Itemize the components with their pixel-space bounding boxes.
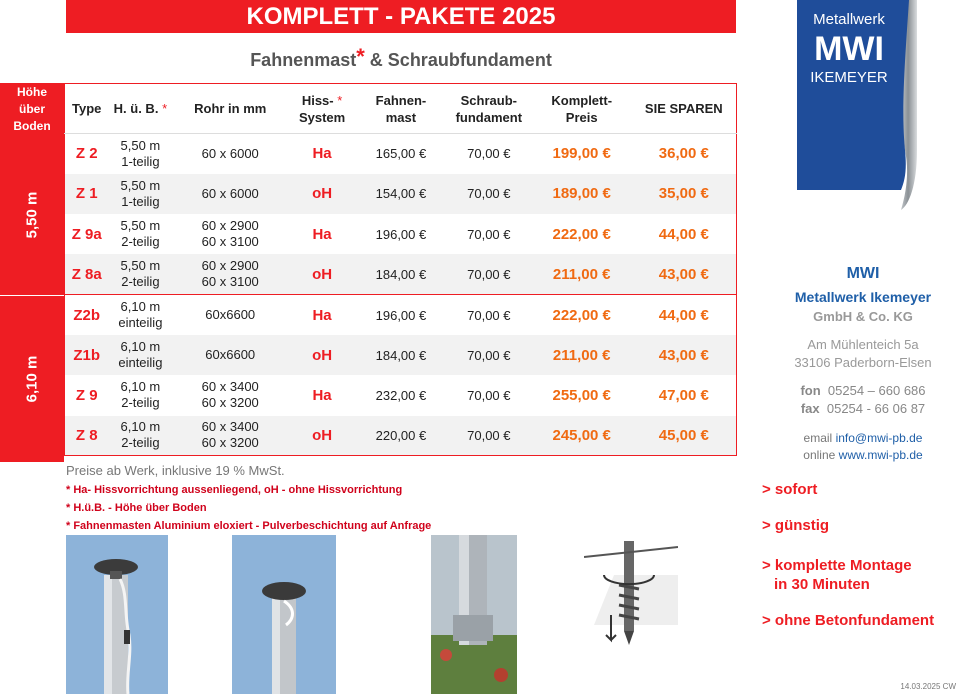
- rohr-2: 60 x 3100: [201, 274, 259, 290]
- fax-label: fax: [800, 401, 820, 416]
- cell-hub: [108, 254, 172, 294]
- hub-parts: einteilig: [118, 315, 163, 331]
- col-hiss: [288, 84, 356, 134]
- col-hub: [108, 84, 172, 134]
- company-form: GmbH & Co. KG: [813, 309, 913, 324]
- cell-type: Z 8: [65, 416, 109, 456]
- benefit-sofort: > sofort: [762, 481, 818, 498]
- cell-komplett: 255,00 €: [552, 386, 611, 404]
- cell-spar: 44,00 €: [658, 306, 709, 324]
- hub-parts: 2-teilig: [121, 274, 160, 290]
- cell-rohr: [172, 335, 288, 375]
- fon-label: fon: [800, 383, 821, 398]
- col-hiss-l1: Hiss-: [301, 92, 334, 108]
- col-schraub-l2: fundament: [455, 109, 523, 125]
- table-header-row: [65, 84, 737, 134]
- subtitle-rest: & Schraubfundament: [369, 50, 552, 70]
- company-short: MWI: [846, 265, 880, 282]
- hub-parts: 2-teilig: [121, 395, 160, 411]
- hub-height: 6,10 m: [120, 339, 161, 355]
- cell-komplett: 245,00 €: [532, 416, 632, 456]
- cell-spar: 45,00 €: [632, 416, 737, 456]
- cell-rohr: [172, 174, 288, 214]
- cell-hub: [108, 335, 172, 375]
- col-fahn-l1: Fahnen-: [375, 92, 427, 108]
- rohr-1: 60x6600: [205, 347, 256, 363]
- table-row: [65, 134, 737, 174]
- title-banner: [66, 0, 736, 33]
- cell-hub: [108, 375, 172, 415]
- side-head-line-2: über: [18, 102, 45, 116]
- table-row: [65, 335, 737, 375]
- logo-text-3: IKEMEYER: [810, 69, 888, 86]
- rohr-2: 60 x 3200: [201, 435, 259, 451]
- side-head-line-3: Boden: [13, 119, 51, 133]
- rohr-1: 60 x 2900: [201, 218, 259, 234]
- hub-height: 6,10 m: [120, 379, 161, 395]
- note-price: Preise ab Werk, inklusive 19 % MwSt.: [66, 463, 285, 478]
- date-stamp: 14.03.2025 CW: [900, 682, 956, 691]
- col-hub-star: *: [162, 101, 168, 116]
- cell-komplett: 211,00 €: [532, 254, 632, 294]
- table-row: [65, 174, 737, 214]
- cell-hub: [108, 295, 172, 335]
- cell-schraub: 70,00 €: [446, 416, 532, 456]
- cell-spar: 44,00 €: [658, 225, 709, 243]
- photo-foundation: [431, 535, 517, 694]
- logo-text-1: Metallwerk: [813, 11, 885, 28]
- hub-parts: 1-teilig: [121, 153, 160, 169]
- cell-komplett: 222,00 €: [552, 225, 611, 243]
- cell-type: Z1b: [65, 335, 109, 375]
- photo-mast-top: [232, 535, 336, 694]
- col-fahnenmast: [356, 84, 446, 134]
- cell-spar: 43,00 €: [632, 335, 737, 375]
- col-spar: SIE SPAREN: [632, 84, 737, 134]
- subtitle-main: Fahnenmast: [250, 50, 357, 70]
- cell-fahnenmast: 196,00 €: [375, 226, 427, 242]
- cell-type: Z 1: [65, 174, 109, 214]
- company-full: Metallwerk Ikemeyer: [794, 289, 932, 305]
- cell-rohr: [172, 214, 288, 254]
- cell-rohr: [172, 134, 288, 174]
- cell-fahnenmast: 220,00 €: [356, 416, 446, 456]
- cell-system: oH: [288, 254, 356, 294]
- cell-schraub: 70,00 €: [467, 307, 511, 323]
- cell-spar: 36,00 €: [658, 145, 709, 163]
- company-info: [758, 265, 960, 464]
- benefit-beton: > ohne Betonfundament: [762, 612, 935, 629]
- company-address: [758, 336, 960, 372]
- cell-schraub: 70,00 €: [467, 146, 511, 162]
- cell-spar: 35,00 €: [632, 174, 737, 214]
- table-row: [65, 295, 737, 335]
- hub-parts: 2-teilig: [121, 435, 160, 451]
- hub-height: 6,10 m: [120, 419, 161, 435]
- height-label-610: 6,10 m: [23, 355, 41, 403]
- email-label: email: [803, 431, 833, 445]
- email-link[interactable]: info@mwi-pb.de: [835, 431, 923, 445]
- cell-system: Ha: [312, 225, 332, 243]
- cell-komplett: 189,00 €: [532, 174, 632, 214]
- hub-height: 5,50 m: [120, 137, 161, 153]
- cell-hub: [108, 174, 172, 214]
- photo-screw-foundation-diagram: [584, 535, 678, 660]
- col-schraub-l1: Schraub-: [460, 92, 517, 108]
- rohr-1: 60 x 2900: [201, 258, 259, 274]
- cell-rohr: [172, 295, 288, 335]
- cell-type: Z 9a: [71, 225, 102, 243]
- cell-rohr: [172, 254, 288, 294]
- city: 33106 Paderborn-Elsen: [794, 355, 932, 370]
- mwi-logo: [797, 0, 917, 210]
- table-row: [65, 254, 737, 294]
- cell-fahnenmast: 165,00 €: [375, 146, 427, 162]
- cell-system: oH: [288, 416, 356, 456]
- rohr-1: 60 x 3400: [201, 379, 259, 395]
- rohr-1: 60 x 3400: [201, 419, 259, 435]
- cell-fahnenmast: 196,00 €: [375, 307, 427, 323]
- cell-hub: [108, 214, 172, 254]
- cell-type: Z2b: [73, 306, 101, 324]
- cell-hub: [108, 416, 172, 456]
- col-hiss-l2: System: [298, 109, 346, 125]
- hub-parts: 1-teilig: [121, 193, 160, 209]
- note-material: * Fahnenmasten Aluminium eloxiert - Pulverbeschichtung auf Anfrage: [66, 520, 432, 532]
- cell-hub: [108, 134, 172, 174]
- cell-fahnenmast: 184,00 €: [356, 254, 446, 294]
- height-label-550: 5,50 m: [23, 191, 41, 239]
- cell-system: Ha: [312, 145, 332, 163]
- benefit-montage-time: in 30 Minuten: [774, 576, 870, 593]
- price-table: [64, 83, 737, 456]
- subtitle: [66, 44, 736, 71]
- col-hub-label: H. ü. B.: [113, 101, 159, 116]
- rohr-1: 60 x 6000: [201, 145, 259, 161]
- rohr-2: 60 x 3100: [201, 234, 259, 250]
- benefit-montage: > komplette Montage: [762, 557, 912, 574]
- street: Am Mühlenteich 5a: [807, 337, 919, 352]
- fax-number: 05254 - 66 06 87: [826, 401, 926, 416]
- cell-komplett: 199,00 €: [552, 145, 611, 163]
- hub-parts: 2-teilig: [121, 234, 160, 250]
- hub-height: 5,50 m: [120, 218, 161, 234]
- rohr-1: 60 x 6000: [201, 185, 259, 201]
- col-schraubfundament: [446, 84, 532, 134]
- cell-schraub: 70,00 €: [446, 254, 532, 294]
- cell-fahnenmast: 154,00 €: [356, 174, 446, 214]
- cell-type: Z 2: [75, 145, 98, 163]
- cell-type: Z 8a: [65, 254, 109, 294]
- cell-system: oH: [288, 335, 356, 375]
- cell-komplett: 211,00 €: [532, 335, 632, 375]
- cell-fahnenmast: 232,00 €: [375, 387, 427, 403]
- rohr-1: 60x6600: [205, 307, 256, 323]
- col-rohr: Rohr in mm: [172, 84, 288, 134]
- cell-system: Ha: [312, 306, 332, 324]
- col-komp-l2: Preis: [565, 109, 598, 125]
- rohr-2: 60 x 3200: [201, 395, 259, 411]
- table-row: [65, 416, 737, 456]
- fon-number: 05254 – 660 686: [827, 383, 926, 398]
- benefit-guenstig: > günstig: [762, 517, 830, 534]
- cell-schraub: 70,00 €: [446, 174, 532, 214]
- height-group-550: [0, 135, 64, 295]
- cell-schraub: 70,00 €: [467, 226, 511, 242]
- cell-spar: 47,00 €: [658, 386, 709, 404]
- cell-schraub: 70,00 €: [446, 335, 532, 375]
- table-row: [65, 214, 737, 254]
- cell-type: Z 9: [75, 386, 98, 404]
- logo-shield: [797, 0, 909, 190]
- logo-text-2: MWI: [814, 30, 884, 68]
- photo-mast-top-rope: [66, 535, 168, 694]
- page-title: KOMPLETT - PAKETE 2025: [246, 2, 556, 30]
- cell-system: oH: [288, 174, 356, 214]
- col-komp-l1: Komplett-: [551, 92, 613, 108]
- notes: [66, 463, 431, 532]
- height-group-610: [0, 296, 64, 462]
- hub-height: 5,50 m: [120, 258, 161, 274]
- cell-fahnenmast: 184,00 €: [356, 335, 446, 375]
- cell-rohr: [172, 416, 288, 456]
- cell-komplett: 222,00 €: [552, 306, 611, 324]
- hub-height: 6,10 m: [120, 299, 161, 315]
- subtitle-star: *: [356, 44, 365, 69]
- benefit-list: [762, 480, 934, 630]
- col-hiss-star: *: [337, 92, 343, 108]
- col-type: Type: [65, 84, 109, 134]
- table-row: [65, 375, 737, 415]
- company-web: [758, 430, 960, 464]
- website-link[interactable]: www.mwi-pb.de: [838, 448, 923, 462]
- col-fahn-l2: mast: [385, 109, 417, 125]
- note-hub: * H.ü.B. - Höhe über Boden: [66, 502, 207, 514]
- cell-schraub: 70,00 €: [467, 387, 511, 403]
- cell-spar: 43,00 €: [632, 254, 737, 294]
- company-phone: [758, 382, 960, 418]
- side-header: [0, 83, 64, 135]
- side-head-line-1: Höhe: [17, 85, 47, 99]
- hub-height: 5,50 m: [120, 177, 161, 193]
- col-komplett: [532, 84, 632, 134]
- note-hiss: * Ha- Hissvorrichtung aussenliegend, oH - ohne Hissvorrichtung: [66, 484, 403, 496]
- online-label: online: [803, 448, 836, 462]
- cell-rohr: [172, 375, 288, 415]
- hub-parts: einteilig: [118, 355, 163, 371]
- cell-system: Ha: [312, 386, 332, 404]
